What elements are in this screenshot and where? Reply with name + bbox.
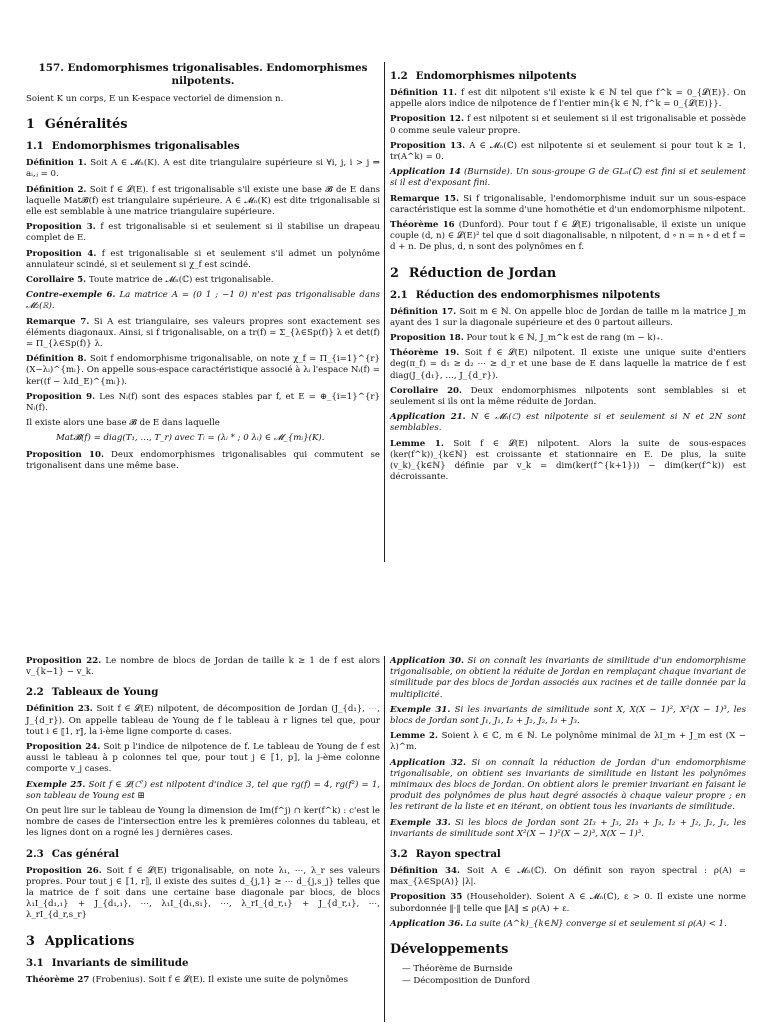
statement xyxy=(390,731,746,753)
statement-text: Deux endomorphismes nilpotents sont semblables si et seulement si ils ont la même réduite de Jordan. xyxy=(390,385,746,408)
statement-text: Soit f ∈ 𝓛(E) nilpotent, de décomposition de Jordan (J_{d₁}, ⋯, J_{d_r}). On appelle tableau de Young de f le tableau à r lignes tel que, pour tout i ∈ ⟦1, r⟧, la i-ème ligne comporte dᵢ cases. xyxy=(26,704,381,737)
statement-text: Si les invariants de similitude sont X, X(X − 1)², X²(X − 1)³, les blocs de Jordan sont J₁, J₁, I₂ + J₂, J₂, I₃ + J₃. xyxy=(390,704,747,727)
section-number: 3.2 xyxy=(390,848,408,861)
statement xyxy=(390,758,746,814)
statement-label: Proposition 22. xyxy=(26,656,102,666)
section-number: 3 xyxy=(26,933,35,949)
statement-text: On peut lire sur le tableau de Young la dimension de Im(f^j) ∩ ker(f^k) : c'est le nombre de cases de l'intersection entre les k premières colonnes du tableau, et les lignes dont on a rogné les j dernières cases. xyxy=(26,806,380,839)
statement-text: Soit f endomorphisme trigonalisable, on note χ_f = Π_{i=1}^{r} (X−λᵢ)^{mᵢ}. On appelle sous-espace caractéristique associé à λᵢ l'espace Nᵢ(f) = ker((f − λᵢId_E)^{mᵢ}). xyxy=(26,354,381,387)
statement-text: Deux endomorphismes trigonalisables qui commutent se trigonalisent dans une même base. xyxy=(26,449,380,471)
statement-label: Lemme 1. xyxy=(390,438,444,449)
page-2 xyxy=(0,652,768,1024)
statement-text: La suite (A^k)_{k∈ℕ} converge si et seulement si ρ(A) < 1. xyxy=(465,918,727,929)
statement-label: Proposition 9. xyxy=(26,391,96,402)
statement xyxy=(26,222,380,244)
statement-text: f est trigonalisable si et seulement si il stabilise un drapeau complet de E. xyxy=(26,222,380,244)
section-number: 2.2 xyxy=(26,686,44,699)
statement xyxy=(390,412,746,434)
section-heading xyxy=(390,942,746,957)
statement-text: f est trigonalisable si et seulement s'il admet un polynôme annulateur scindé, si et seulement si χ_f est scindé. xyxy=(26,248,381,270)
statement-label: Application 21. xyxy=(390,412,466,423)
page-2-right-content xyxy=(390,656,746,987)
intro-text: Soient K un corps, E un K-espace vectoriel de dimension n. xyxy=(26,94,284,104)
section-heading xyxy=(26,934,380,949)
statement-label: Définition 2. xyxy=(26,184,87,195)
statement-text: Si A est triangulaire, ses valeurs propres sont exactement ses éléments diagonaux. Ainsi, si f trigonalisable, on a tr(f) = Σ_{λ∈Sp(f)} λ et det(f) = Π_{λ∈Sp(f)} λ. xyxy=(26,316,380,350)
statement xyxy=(26,392,380,414)
page-1-left-column xyxy=(26,62,380,476)
statement-text: Soit m ∈ ℕ. On appelle bloc de Jordan de taille m la matrice J_m ayant des 1 sur la diagonale supérieure et des 0 partout ailleurs. xyxy=(390,306,747,328)
statement-label: Proposition 10. xyxy=(26,449,104,460)
statement xyxy=(390,194,746,216)
statement xyxy=(26,185,380,219)
statement-label: Remarque 7. xyxy=(26,316,90,327)
statement-label: Définition 34. xyxy=(390,866,460,877)
statement-text: (Dunford). Pour tout f ∈ 𝓛(E) trigonalisable, il existe un unique couple (d, n) ∈ 𝓛(E)² tel que d soit diagonalisable, n nilpotent, d ∘ n = n ∘ d et f = d + n. De plus, d, n sont des polynômes en f. xyxy=(390,220,746,253)
statement-label: Lemme 2. xyxy=(390,731,438,742)
statement-text: N ∈ 𝓜ₙ(ℂ) est nilpotente si et seulement si N et 2N sont semblables. xyxy=(390,412,746,434)
statement-label: Proposition 12. xyxy=(390,114,465,125)
statement-label: Proposition 35 xyxy=(390,892,463,903)
statement-label: Théorème 27 xyxy=(26,974,90,985)
section-heading xyxy=(390,289,746,302)
statement-label: Théorème 19. xyxy=(390,348,460,359)
statement xyxy=(390,705,746,727)
section-title: Tableaux de Young xyxy=(51,686,159,699)
statement xyxy=(26,418,380,429)
section-number: 1 xyxy=(26,117,35,133)
column-divider xyxy=(384,656,385,1022)
statement xyxy=(26,354,380,388)
statement xyxy=(26,249,380,271)
statement-label: Proposition 13. xyxy=(390,140,466,151)
statement xyxy=(26,704,380,738)
section-number: 1.2 xyxy=(390,70,408,82)
section-heading xyxy=(26,957,380,970)
statement-label: Application 30. xyxy=(390,656,464,666)
statement-text: Soient λ ∈ ℂ, m ∈ ℕ. Le polynôme minimal de λI_m + J_m est (X − λ)^m. xyxy=(390,731,747,753)
statement xyxy=(390,656,746,701)
page-2-right-column xyxy=(390,656,746,988)
statement-text: Il existe alors une base 𝓑 de E dans laquelle xyxy=(26,418,220,429)
statement xyxy=(26,780,380,802)
column-divider xyxy=(384,62,385,562)
statement xyxy=(390,220,746,254)
statement-text: A ∈ 𝓜ₙ(ℂ) est nilpotente si et seulement si pour tout k ≥ 1, tr(A^k) = 0. xyxy=(390,140,746,163)
section-number: 1.1 xyxy=(26,140,44,153)
statement-label: Définition 11. xyxy=(390,88,458,98)
section-heading xyxy=(26,117,380,132)
section-title: Invariants de similitude xyxy=(51,956,189,969)
statement xyxy=(26,317,380,351)
statement-text: Le nombre de blocs de Jordan de taille k ≥ 1 de f est alors v_{k−1} − v_k. xyxy=(26,656,381,678)
statement xyxy=(26,742,380,776)
statement-text: Soit A ∈ 𝓜ₙ(K). A est dite triangulaire supérieure si ∀i, j, i > j ⇒ aᵢ,ⱼ = 0. xyxy=(26,158,381,180)
statement xyxy=(390,114,746,136)
statement xyxy=(390,333,746,344)
section-heading xyxy=(26,140,380,153)
statement-label: Proposition 3. xyxy=(26,222,96,233)
statement-label: Définition 8. xyxy=(26,354,87,365)
statement xyxy=(390,307,746,329)
statement-text: Toute matrice de 𝓜ₙ(ℂ) est trigonalisable. xyxy=(88,275,274,286)
section-title: Développements xyxy=(390,942,509,958)
statement-label: Remarque 15. xyxy=(390,193,459,204)
statement-text: Soit p l'indice de nilpotence de f. Le tableau de Young de f est aussi le tableau à p colonnes tel que, pour tout j ∈ ⟦1, p⟧, la j-ème colonne comporte v_j cases. xyxy=(26,742,380,775)
statement xyxy=(390,818,746,840)
section-heading xyxy=(390,266,746,281)
statement xyxy=(26,275,380,286)
statement xyxy=(390,167,746,189)
section-heading xyxy=(26,848,380,861)
statement-text: Soit f ∈ 𝓛(ℂ⁷) est nilpotent d'indice 3, tel que rg(f) = 4, rg(f²) = 1, son tableau de Young est ⊞ xyxy=(26,779,381,801)
statement-text: Soit f ∈ 𝓛(E) nilpotent. Il existe une unique suite d'entiers deg(π_f) = d₁ ≥ d₂ ⋯ ≥ d_r et une base de E dans laquelle la matrice de f est diag(J_{d₁}, …, J_{d_r}). xyxy=(390,348,747,381)
development-item: — Théorème de Burnside xyxy=(402,964,746,975)
statement xyxy=(390,919,746,930)
statement xyxy=(390,88,746,110)
statement xyxy=(26,158,380,180)
statement xyxy=(26,975,380,986)
statement-text: Soit f ∈ 𝓛(E) nilpotent. Alors la suite de sous-espaces (ker(f^k))_{k∈ℕ} est croissante et stationnaire en E. De plus, la suite (v_k)_{k∈ℕ} définie par v_k = dim(ker(f^{k+1})) − dim(ker(f^k)) est décroissante. xyxy=(390,438,746,483)
statement-text: Pour tout k ∈ ℕ, J_m^k est de rang (m − k)₊. xyxy=(466,333,664,344)
section-title: Endomorphismes nilpotents xyxy=(415,70,577,82)
section-title: Réduction de Jordan xyxy=(408,265,557,281)
development-item: — Décomposition de Dunford xyxy=(402,976,746,987)
statement-label: Proposition 24. xyxy=(26,742,101,753)
section-title: Applications xyxy=(44,933,135,949)
statement-label: Définition 17. xyxy=(390,306,457,317)
statement-text: (Householder). Soient A ∈ 𝓜ₙ(ℂ), ε > 0. Il existe une norme subordonnée ‖·‖ telle que ‖A‖ ≤ ρ(A) + ε. xyxy=(390,892,746,914)
section-heading xyxy=(390,848,746,861)
statement-label: Définition 1. xyxy=(26,158,87,169)
statement-text: Si on connaît la réduction de Jordan d'un endomorphisme trigonalisable, on obtient ses invariants de similitude en listant les polynômes minimaux des blocs de Jordan. On obtient alors le premier invariant en faisant le produit des polynômes de plus haut degré associés à chaque valeur propre ; en les retirant de la liste et en itérant, on obtient tous les invariants de similitude. xyxy=(390,757,746,813)
statement-label: Théorème 16 xyxy=(390,220,455,231)
page-1-left-content xyxy=(26,117,380,472)
section-number: 2.1 xyxy=(390,288,408,301)
statement-text: Si on connaît les invariants de similitude d'un endomorphisme trigonalisable, on obtient la réduite de Jordan en remplaçant chaque invariant de similitude par des blocs de Jordan associés aux racines et de taille donnée par la multiplicité. xyxy=(390,656,746,700)
statement-text: Si f trigonalisable, l'endomorphisme induit sur un sous-espace caractéristique est la somme d'une homothétie et d'un endomorphisme nilpotent. xyxy=(390,193,747,215)
section-heading xyxy=(26,686,380,699)
statement-label: Contre-exemple 6. xyxy=(26,290,116,301)
statement-label: Corollaire 20. xyxy=(390,385,463,396)
section-heading xyxy=(390,70,746,83)
statement-text: Si les blocs de Jordan sont 2I₃ + J₃, 2I₃ + J₃, I₂ + J₂, J₂, J₁, les invariants de similitude sont X²(X − 1)²(X − 2)³, X(X − 1)³. xyxy=(390,817,747,839)
page-1-right-column xyxy=(390,62,746,487)
section-number: 3.1 xyxy=(26,956,44,969)
statement-text: Soit A ∈ 𝓜ₙ(ℂ). On définit son rayon spectral : ρ(A) = max_{λ∈Sp(A)} |λ|. xyxy=(390,866,746,888)
statement xyxy=(26,866,380,922)
statement-label: Proposition 18. xyxy=(390,333,464,344)
statement-label: Application 32. xyxy=(390,757,466,768)
page-2-left-content xyxy=(26,656,380,986)
page-2-left-column xyxy=(26,656,380,990)
statement xyxy=(390,141,746,163)
statement xyxy=(390,348,746,382)
statement-label: Exemple 25. xyxy=(26,779,86,790)
section-number: 2 xyxy=(390,265,399,281)
statement-text: Soit f ∈ 𝓛(E) trigonalisable, on note λ₁, ⋯, λ_r ses valeurs propres. Pour tout j ∈ ⟦1, r⟧, il existe des suites d_{j,1} ≥ ⋯ d_{j,s_j} telles que la matrice de f soit dans une certaine base diagonale par blocs, de blocs λ₁I_{d₁,₁} + J_{d₁,₁}, ⋯, λ₁I_{d₁,s₁}, ⋯, λ_rI_{d_r,₁} + J_{d_r,₁}, ⋯, λ_rI_{d_r,s_r} xyxy=(26,865,380,921)
statement-label: Exemple 33. xyxy=(390,817,451,828)
statement-text: (Frobenius). Soit f ∈ 𝓛(E). Il existe une suite de polynômes xyxy=(92,974,349,985)
statement-text: (Burnside). Un sous-groupe G de GLₙ(ℂ) est fini si et seulement si il est d'exposant fini. xyxy=(390,167,746,189)
statement xyxy=(26,806,380,840)
statement-text: La matrice A = (0 1 ; −1 0) n'est pas trigonalisable dans 𝓜₂(ℝ). xyxy=(26,290,380,312)
statement xyxy=(390,386,746,408)
statement-text: Soit f ∈ 𝓛(E). f est trigonalisable s'il existe une base 𝓑 de E dans laquelle Mat𝓑(f) est triangulaire supérieure. A ∈ 𝓜ₙ(K) est dite trigonalisable si elle est semblable à une matrice triangulaire supérieure. xyxy=(26,184,381,218)
section-number: 2.3 xyxy=(26,847,44,860)
section-title: Cas général xyxy=(51,847,120,860)
statement-text: f est dit nilpotent s'il existe k ∈ ℕ tel que f^k = 0_{𝓛(E)}. On appelle alors indice de nilpotence de f l'entier min{k ∈ ℕ, f^k = 0_{𝓛(E)}}. xyxy=(390,88,746,110)
statement xyxy=(26,290,380,312)
section-title: Rayon spectral xyxy=(415,848,501,861)
statement-label: Application 14 xyxy=(390,167,461,178)
statement xyxy=(390,439,746,484)
page-1-right-content xyxy=(390,70,746,483)
statement xyxy=(390,866,746,888)
statement-text: f est nilpotent si et seulement si il est trigonalisable et possède 0 comme seule valeur propre. xyxy=(390,114,746,136)
statement-label: Application 36. xyxy=(390,918,464,929)
document-title: 157. Endomorphismes trigonalisables. Endomorphismes nilpotents. xyxy=(38,62,368,87)
statement-label: Exemple 31. xyxy=(390,704,451,715)
statement-label: Proposition 26. xyxy=(26,865,102,876)
statement-label: Corollaire 5. xyxy=(26,275,87,286)
section-title: Endomorphismes trigonalisables xyxy=(51,140,240,153)
section-title: Généralités xyxy=(44,117,128,133)
statement-label: Définition 23. xyxy=(26,704,93,715)
statement xyxy=(26,450,380,472)
display-formula: Mat𝓑(f) = diag(T₁, …, T_r) avec Tᵢ = (λᵢ * ; 0 λᵢ) ∈ 𝓜_{mᵢ}(K). xyxy=(56,433,325,444)
statement xyxy=(390,892,746,914)
developments-list xyxy=(402,964,746,987)
statement xyxy=(26,656,380,678)
statement-label: Proposition 4. xyxy=(26,248,97,259)
section-title: Réduction des endomorphismes nilpotents xyxy=(415,288,661,301)
statement-text: Les Nᵢ(f) sont des espaces stables par f, et E = ⊕_{i=1}^{r} Nᵢ(f). xyxy=(26,391,380,414)
